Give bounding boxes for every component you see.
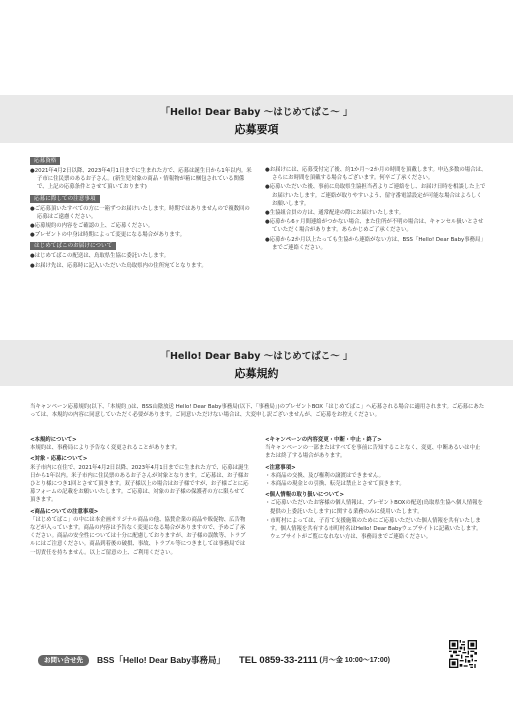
heading: <本規約について> — [30, 437, 77, 443]
paragraph: 本規約は、事務局により予告なく変更されることがあります。 — [30, 445, 181, 452]
section1-right-column — [265, 166, 487, 253]
contact-hours: (月〜金 10:00〜17:00) — [319, 657, 390, 664]
section1-title: 「Hello! Dear Baby ～はじめてばこ～ 」 — [160, 107, 353, 118]
paragraph: 当キャンペーンの一部またはすべてを事前に告知することなく、変更、中断あるいは中止または終了する場合があります。 — [265, 445, 481, 460]
heading: <個人情報の取り扱いについて> — [265, 492, 345, 499]
paragraph: ・ご応募いただいたお客様の個人情報は、プレゼントBOXの配送(鳥取県生協へ個人情報を提供の上委託いたします)に関する業務のみに使用いたします。 — [265, 500, 483, 515]
qr-code-icon[interactable] — [449, 640, 477, 668]
list-item: ●応募から6ヶ月間連絡がつかない場合、また住所が不明の場合は、キャンセル扱いとさせていただく場合があります。あらかじめご了承ください。 — [265, 219, 484, 234]
section2-heading — [0, 348, 513, 381]
list-item: ●ご応募頂いたすべての方に一箱ずつお届けいたします。時期ではありませんので複数回の応募はご遠慮ください。 — [30, 205, 250, 220]
paragraph: ・本商品の交換、及び権利の譲渡はできません。 — [265, 472, 384, 479]
contact-org: BSS「Hello! Dear Baby事務局」 — [97, 655, 225, 665]
section1-subtitle: 応募要項 — [234, 123, 279, 136]
list-item: ●お届けには、応募受付完了後、約1か月～2か月の時間を頂戴します。申込多数の場合は、さらにお時間を頂戴する場合もございます。何卒ご了承ください。 — [265, 167, 487, 182]
paragraph: ・本商品の現金との引換、転売は禁止とさせて頂きます。 — [265, 481, 405, 488]
list-item: ●応募規約の内容をご確認の上、ご応募ください。 — [30, 223, 154, 230]
list-item: ●生協組合員の方は、通常配達の際にお届けいたします。 — [265, 210, 405, 217]
section2-title: 「Hello! Dear Baby ～はじめてばこ～ 」 — [160, 351, 353, 362]
section2-right-column — [265, 433, 485, 542]
section2-left-column — [30, 433, 250, 557]
contact-tel: TEL 0859-33-2111 — [239, 654, 318, 666]
list-item: ●応募から2か月以上たっても生協から連絡がない方は、BSS「Hello! Dear Baby事務局」までご連絡ください。 — [265, 236, 486, 251]
intro-paragraph: 当キャンペーン応募規約(以下、「本規約」)は、BSS山陰放送 Hello! Dear Baby事務局(以下、「事務局」)のプレゼントBOX「はじめてばこ」へ応募される場合に適用されます。ご応募にあたっては、本規約の内容に同意していただく必要があります。ご同意いただけない場合は、大変申し訳ございませんが、ご応募をお控えください。 — [30, 404, 485, 419]
list-item: ●プレゼントの中身は時期によって変更になる場合があります。 — [30, 232, 185, 239]
delivery-tag: はじめてばこのお届けについて — [30, 242, 116, 250]
paragraph: 「はじめてばこ」の中には本企画オリジナル商品の他、協賛企業の商品や販促物、広告物などが入っています。商品の内容は予告なく変更になる場合がありますので、予めご了承ください。商品の安全性については十分に配慮しておりますが、お子様の誤飲等、トラブルにはご注意ください。商品到着後の破損、事故、トラブル等につきましては事務局では一切責任を持ちません。以上ご留意の上、ご利用ください。 — [30, 516, 246, 556]
contact-tag: お問い合せ先 — [38, 655, 89, 666]
list-item: ●お届け先は、応募時に記入いただいた鳥取県内の住所宛てとなります。 — [30, 262, 207, 269]
notes-tag: 応募に際しての注意事項 — [30, 195, 100, 203]
qualification-tag: 応募資格 — [30, 157, 60, 165]
section1-heading — [0, 104, 513, 137]
heading: <商品についての注意事項> — [30, 508, 99, 515]
heading: <キャンペーンの内容変更・中断・中止・終了> — [265, 437, 382, 443]
contact-line — [38, 653, 390, 667]
heading: <対象・応募について> — [30, 456, 88, 463]
paragraph: 米子市内に在住で、2021年4月2日以降、2023年4月1日までに生まれた方で、応募は誕生日から1年以内。米子市内に住民票のあるお子さんが対象となります。ご応募は、お子様おひとり様につき1回とさせて頂きます。双子様以上の場合はお子様ですが、お子様ごとに応募フォームの記載をお願いいたします。ご応募は、対象のお子様の保護者の方に限らせて頂きます。 — [30, 464, 249, 504]
section2-subtitle: 応募規約 — [234, 367, 279, 380]
paragraph: ・市町村によっては、子育て支援施策のためにご応募いただいた個人情報を共有いたします。個人情報を共有する市町村名はHello! Dear Babyウェブサイトに記載いたします。ウェブサイトがご覧になれない方は、事務局までご連絡ください。 — [265, 517, 482, 541]
list-item: ●はじめてばこの配送は、鳥取県生協に委託いたします。 — [30, 253, 170, 260]
list-item: ●応募いただいた後、事前に鳥取県生協担当者よりご連絡をし、お届け日時を相談した上でお届けいたします。ご連絡が取りやすいよう、留守番電話設定が可能な場合はよろしくお願いします。 — [265, 184, 486, 207]
heading: <注意事項> — [265, 464, 296, 471]
list-item: ●2021年4月2日以降、2023年4月1日までに生まれた方で、応募は誕生日から1年以内。米子市に住民票のあるお子さん。(新生児対象の商品・情報物が箱に梱包されている関係で、上記の応募条件とさせて頂いております) — [30, 168, 252, 191]
section1-left-column — [30, 155, 252, 271]
